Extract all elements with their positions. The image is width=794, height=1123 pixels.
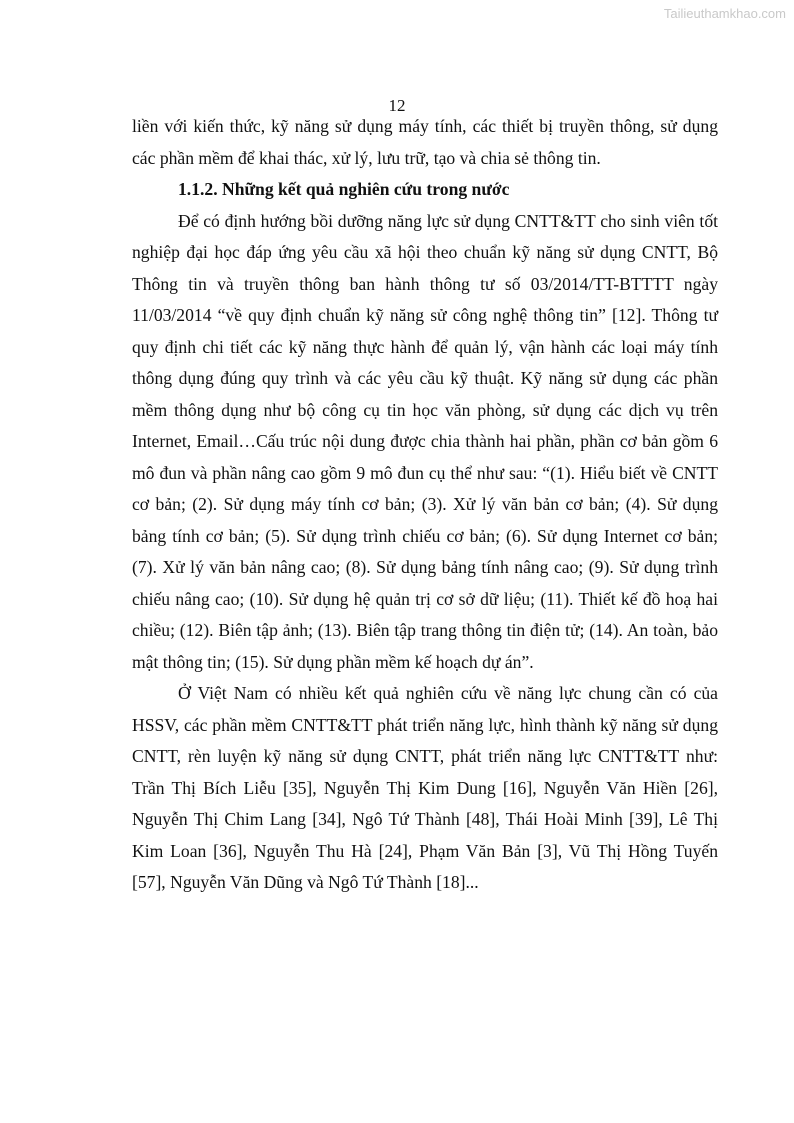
paragraph-continuation: liền với kiến thức, kỹ năng sử dụng máy tính, các thiết bị truyền thông, sử dụng các phần mềm để khai thác, xử lý, lưu trữ, tạo và chia sẻ thông tin. [132,116,718,168]
paragraph-standard-ict: Để có định hướng bồi dưỡng năng lực sử dụng CNTT&TT cho sinh viên tốt nghiệp đại học đáp ứng yêu cầu xã hội theo chuẩn kỹ năng sử dụng CNTT, Bộ Thông tin và truyền thông ban hành thông tư số 03/2014/TT-BTTTT ngày 11/03/2014 “về quy định chuẩn kỹ năng sử công nghệ thông tin” [12]. Thông tư quy định chi tiết các kỹ năng thực hành để quản lý, vận hành các loại máy tính thông dụng đúng quy trình và các yêu cầu kỹ thuật. Kỹ năng sử dụng các phần mềm thông dụng như bộ công cụ tin học văn phòng, sử dụng các dịch vụ trên Internet, Email…Cấu trúc nội dung được chia thành hai phần, phần cơ bản gồm 6 mô đun và phần nâng cao gồm 9 mô đun cụ thể như sau: “(1). Hiểu biết về CNTT cơ bản; (2). Sử dụng máy tính cơ bản; (3). Xử lý văn bản cơ bản; (4). Sử dụng bảng tính cơ bản; (5). Sử dụng trình chiếu cơ bản; (6). Sử dụng Internet cơ bản; (7). Xử lý văn bản nâng cao; (8). Sử dụng bảng tính nâng cao; (9). Sử dụng trình chiếu nâng cao; (10). Sử dụng hệ quản trị cơ sở dữ liệu; (11). Thiết kế đồ hoạ hai chiều; (12). Biên tập ảnh; (13). Biên tập trang thông tin điện tử; (14). An toàn, bảo mật thông tin; (15). Sử dụng phần mềm kế hoạch dự án”. [132,210,718,672]
watermark: Tailieuthamkhao.com [663,6,786,21]
document-body [132,111,718,899]
paragraph-vietnam-research: Ở Việt Nam có nhiều kết quả nghiên cứu về năng lực chung cần có của HSSV, các phần mềm CNTT&TT phát triển năng lực, hình thành kỹ năng sử dụng CNTT, rèn luyện kỹ năng sử dụng CNTT, phát triển năng lực CNTT&TT như: Trần Thị Bích Liễu [35], Nguyễn Thị Kim Dung [16], Nguyễn Văn Hiền [26], Nguyễn Thị Chim Lang [34], Ngô Tứ Thành [48], Thái Hoài Minh [39], Lê Thị Kim Loan [36], Nguyễn Thu Hà [24], Phạm Văn Bản [3], Vũ Thị Hồng Tuyến [57], Nguyễn Văn Dũng và Ngô Tứ Thành [18]... [132,683,718,892]
page-number: 12 [388,96,406,115]
section-heading: 1.1.2. Những kết quả nghiên cứu trong nước [178,179,510,199]
